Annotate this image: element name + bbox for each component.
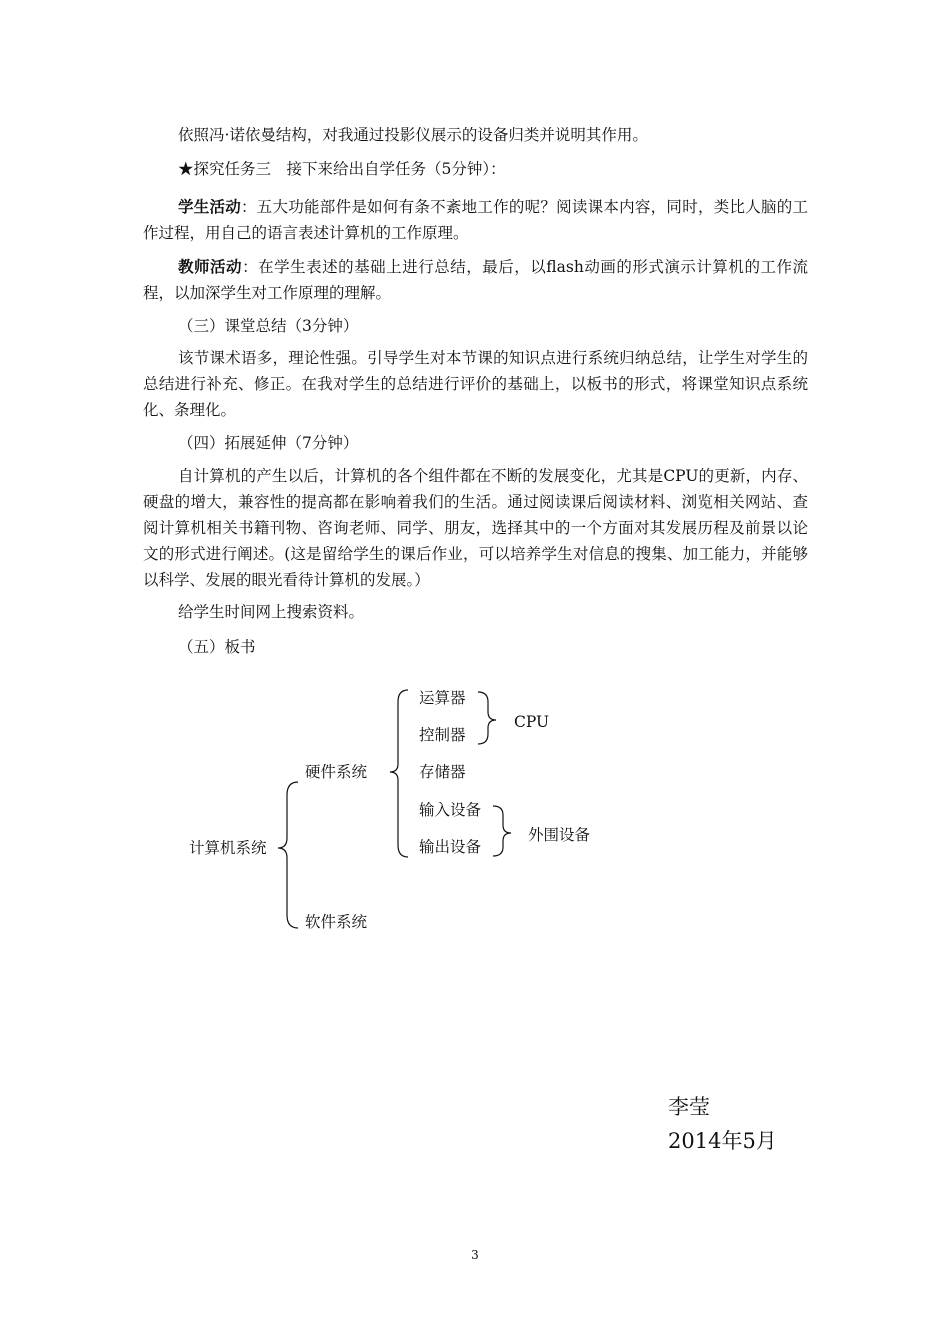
teacher-activity-text: ：在学生表述的基础上进行总结，最后，以flash动画的形式演示计算机的工作流程，以加深学生对工作原理的理解。 [143,258,808,302]
cpu-brace [478,692,496,744]
hardware-brace [390,690,408,857]
diagram-cpu: CPU [514,713,550,731]
teacher-activity-label: 教师活动 [178,257,243,276]
student-activity-label: 学生活动 [178,197,242,216]
diagram-software-system: 软件系统 [305,913,368,931]
diagram-control-unit: 控制器 [419,726,466,744]
heading-extension: （四）拓展延伸（7分钟） [178,434,359,452]
paragraph-extension-body: 自计算机的产生以后，计算机的各个组件都在不断的发展变化，尤其是CPU的更新，内存、硬盘的增大，兼容性的提高都在影响着我们的生活。通过阅读课后阅读材料、浏览相关网站、查阅计算机相关书籍刊物、咨询老师、同学、朋友，选择其中的一个方面对其发展历程及前景以论文的形式进行阐述。(这是留给学生的课后作业，可以培养学生对信息的搜集、加工能力，并能够以科学、发展的眼光看待计算机的发展。） [143,467,808,589]
peripheral-brace [493,806,511,856]
diagram-input-device: 输入设备 [419,801,482,819]
diagram-output-device: 输出设备 [419,838,482,856]
diagram-hardware-system: 硬件系统 [305,763,368,781]
root-brace [278,782,298,928]
diagram-alu: 运算器 [419,689,466,707]
heading-blackboard: （五）板书 [178,638,256,656]
heading-class-summary: （三）课堂总结（3分钟） [178,317,359,335]
diagram-computer-system: 计算机系统 [189,839,267,857]
paragraph-task-three: ★探究任务三 接下来给出自学任务（5分钟）： [178,160,506,178]
paragraph-classify-devices: 依照冯·诺依曼结构，对我通过投影仪展示的设备归类并说明其作用。 [178,126,648,144]
page-number: 3 [471,1248,479,1262]
student-activity-text: ：五大功能部件是如何有条不紊地工作的呢？阅读课本内容，同时，类比人脑的工作过程，用自己的语言表述计算机的工作原理。 [143,198,808,242]
diagram-storage: 存储器 [419,763,466,781]
signature-name: 李莹 [668,1095,710,1119]
diagram-peripheral: 外围设备 [528,826,591,844]
paragraph-summary-body: 该节课术语多，理论性强。引导学生对本节课的知识点进行系统归纳总结，让学生对学生的总结进行补充、修正。在我对学生的总结进行评价的基础上，以板书的形式，将课堂知识点系统化、条理化。 [143,349,808,419]
signature-date: 2014年5月 [668,1129,777,1153]
paragraph-search-time: 给学生时间网上搜索资料。 [178,603,365,621]
